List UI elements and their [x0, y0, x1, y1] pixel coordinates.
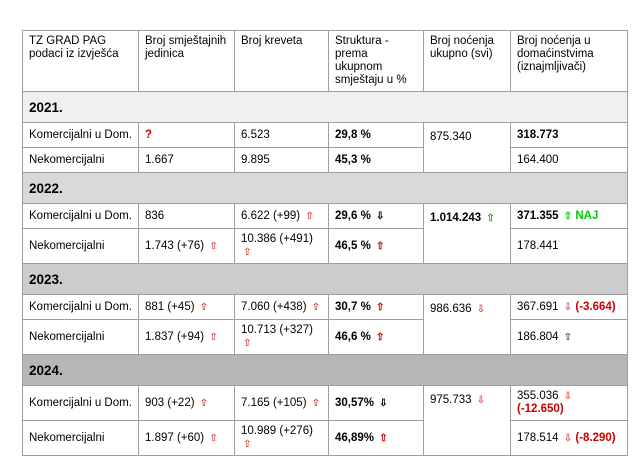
- nights-change: (-8.290): [575, 431, 616, 444]
- arrow-down-icon: ⇩: [563, 301, 573, 313]
- nights-change: (-3.664): [575, 300, 616, 313]
- arrow-up-icon: ⇧: [199, 301, 209, 313]
- household-nights-cell: 318.773: [511, 123, 628, 148]
- total-nights-value: 986.636: [430, 303, 472, 315]
- share-cell: [329, 320, 424, 355]
- beds-cell: 6.523: [235, 123, 329, 148]
- units-value: 903 (+22): [145, 396, 195, 409]
- share-cell: [329, 229, 424, 264]
- arrow-down-icon: ⇩: [476, 395, 486, 406]
- share-value: 29,6 %: [335, 209, 371, 222]
- share-cell: 29,8 %: [329, 123, 424, 148]
- beds-cell: [235, 386, 329, 421]
- beds-value: 10.713 (+327): [241, 324, 313, 336]
- row-label: Komercijalni u Dom.: [23, 386, 139, 421]
- row-label: Komercijalni u Dom.: [23, 295, 139, 320]
- table-row: [23, 148, 628, 173]
- stats-table: [22, 30, 628, 456]
- header-share: Struktura - prema ukupnom smještaju u %: [329, 31, 424, 92]
- units-cell: [139, 421, 235, 456]
- beds-value: 10.386 (+491): [241, 233, 313, 245]
- share-value: 46,89%: [335, 431, 375, 444]
- arrow-down-icon: ⇩: [476, 304, 486, 315]
- units-cell: 836: [139, 204, 235, 229]
- row-label: Komercijalni u Dom.: [23, 204, 139, 229]
- units-cell: 1.667: [139, 148, 235, 173]
- arrow-up-icon: ⇧: [243, 439, 252, 450]
- share-cell: [329, 386, 424, 421]
- arrow-up-icon: ⇧: [209, 240, 218, 252]
- arrow-up-icon: ⇧: [379, 432, 388, 444]
- household-nights-value: 178.514: [517, 431, 559, 444]
- header-beds: Broj kreveta: [235, 31, 329, 92]
- total-nights-value: 975.733: [430, 394, 472, 406]
- household-nights-cell: 164.400: [511, 148, 628, 173]
- units-value: 1.743 (+76): [145, 239, 205, 252]
- arrow-up-icon: ⇧: [209, 432, 218, 444]
- header-household-nights: Broj noćenja u domaćinstvima (iznajmljivači): [511, 31, 628, 92]
- total-nights-value: 1.014.243: [430, 212, 482, 224]
- household-nights-cell: [511, 421, 628, 456]
- year-row-2024: [23, 355, 628, 386]
- beds-value: 6.622 (+99): [241, 209, 301, 222]
- units-cell: [139, 320, 235, 355]
- units-cell: [139, 229, 235, 264]
- beds-cell: 9.895: [235, 148, 329, 173]
- arrow-down-icon: ⇩: [376, 210, 385, 222]
- row-label: Nekomercijalni: [23, 229, 139, 264]
- household-nights-value: 186.804: [517, 330, 559, 343]
- arrow-up-icon: ⇧: [376, 301, 385, 313]
- share-cell: 45,3 %: [329, 148, 424, 173]
- total-nights-cell: [424, 295, 511, 355]
- row-label: Komercijalni u Dom.: [23, 123, 139, 148]
- beds-cell: [235, 229, 329, 264]
- year-row-2022: [23, 173, 628, 204]
- household-nights-value: 355.036: [517, 390, 559, 402]
- year-label: 2023.: [23, 264, 628, 295]
- share-value: 46,5 %: [335, 239, 371, 252]
- beds-cell: [235, 421, 329, 456]
- total-nights-cell: [424, 386, 511, 456]
- arrow-up-icon: ⇧: [376, 240, 385, 252]
- table-row: [23, 295, 628, 320]
- arrow-up-icon: ⇧: [243, 338, 252, 349]
- beds-cell: [235, 295, 329, 320]
- arrow-up-icon: ⇧: [243, 247, 252, 258]
- share-cell: [329, 295, 424, 320]
- arrow-up-icon: ⇧: [563, 331, 573, 343]
- arrow-down-icon: ⇩: [563, 391, 573, 402]
- household-nights-cell: [511, 204, 628, 229]
- beds-cell: [235, 204, 329, 229]
- year-label: 2021.: [23, 92, 628, 123]
- units-value: 1.897 (+60): [145, 431, 205, 444]
- record-badge: NAJ: [575, 209, 599, 222]
- table-row: [23, 421, 628, 456]
- arrow-up-icon: ⇧: [199, 397, 209, 409]
- household-nights-value: 367.691: [517, 300, 559, 313]
- household-nights-cell: [511, 386, 628, 421]
- arrow-up-icon: ⇧: [305, 210, 314, 222]
- nights-change: (-12.650): [517, 403, 564, 415]
- units-value: 1.837 (+94): [145, 330, 205, 343]
- beds-value: 7.060 (+438): [241, 300, 307, 313]
- share-cell: [329, 421, 424, 456]
- household-nights-cell: [511, 320, 628, 355]
- household-nights-cell: 178.441: [511, 229, 628, 264]
- arrow-up-icon: ⇧: [376, 331, 385, 343]
- year-label: 2024.: [23, 355, 628, 386]
- household-nights-value: 371.355: [517, 209, 559, 222]
- table-row: [23, 229, 628, 264]
- table-row: [23, 123, 628, 148]
- header-row: [23, 31, 628, 92]
- total-nights-cell: [424, 204, 511, 264]
- header-source: TZ GRAD PAG podaci iz izvješća: [23, 31, 139, 92]
- arrow-up-icon: ⇧: [311, 301, 321, 313]
- arrow-up-icon: ⇧: [563, 210, 573, 222]
- share-value: 30,7 %: [335, 300, 371, 313]
- beds-cell: [235, 320, 329, 355]
- table-row: [23, 320, 628, 355]
- row-label: Nekomercijalni: [23, 148, 139, 173]
- arrow-up-icon: ⇧: [486, 213, 495, 224]
- units-cell: [139, 295, 235, 320]
- share-value: 46,6 %: [335, 330, 371, 343]
- total-nights-cell: 875.340: [424, 123, 511, 173]
- arrow-up-icon: ⇧: [311, 397, 321, 409]
- header-total-nights: Broj noćenja ukupno (svi): [424, 31, 511, 92]
- year-label: 2022.: [23, 173, 628, 204]
- beds-value: 10.989 (+276): [241, 425, 313, 437]
- year-row-2023: [23, 264, 628, 295]
- share-cell: [329, 204, 424, 229]
- units-cell: [139, 386, 235, 421]
- units-value: ?: [145, 128, 153, 141]
- year-row-2021: [23, 92, 628, 123]
- table-row: [23, 204, 628, 229]
- arrow-up-icon: ⇧: [209, 331, 218, 343]
- row-label: Nekomercijalni: [23, 421, 139, 456]
- arrow-down-icon: ⇩: [563, 432, 573, 444]
- arrow-down-icon: ⇩: [379, 397, 388, 409]
- units-value: 881 (+45): [145, 300, 195, 313]
- header-units: Broj smještajnih jedinica: [139, 31, 235, 92]
- row-label: Nekomercijalni: [23, 320, 139, 355]
- table-row: [23, 386, 628, 421]
- share-value: 30,57%: [335, 396, 375, 409]
- units-cell: [139, 123, 235, 148]
- beds-value: 7.165 (+105): [241, 396, 307, 409]
- household-nights-cell: [511, 295, 628, 320]
